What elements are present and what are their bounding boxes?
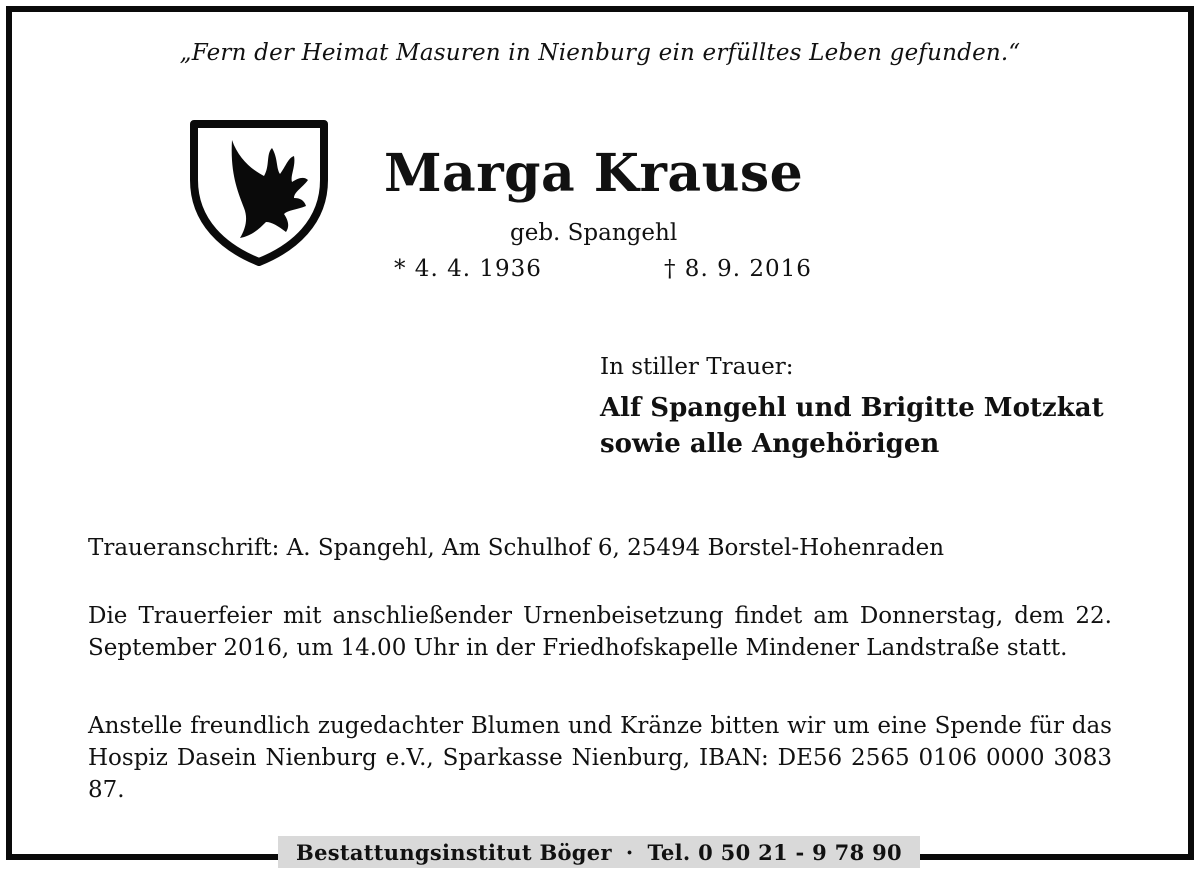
funeral-home-footer [278, 836, 920, 868]
death-date: † 8. 9. 2016 [664, 256, 812, 282]
funeral-home-phone: Tel. 0 50 21 - 9 78 90 [647, 839, 902, 865]
maiden-name: geb. Spangehl [510, 220, 678, 246]
elk-antler-shield-icon [190, 118, 328, 266]
mourning-intro: In stiller Trauer: [600, 354, 794, 380]
deceased-name: Marga Krause [384, 143, 804, 204]
ceremony-paragraph: Die Trauerfeier mit anschließender Urnenbeisetzung findet am Donnerstag, dem 22. September 2016, um 14.00 Uhr in der Friedhofskapelle Mindener Landstraße statt. [88, 603, 1112, 661]
footer-separator: · [625, 839, 634, 865]
funeral-home-name: Bestattungsinstitut Böger [296, 839, 612, 865]
mourners-line-1: Alf Spangehl und Brigitte Motzkat [600, 393, 1104, 423]
mourning-address: Traueranschrift: A. Spangehl, Am Schulhof 6, 25494 Borstel-Hohenraden [88, 535, 945, 561]
mourners-line-2: sowie alle Angehörigen [600, 429, 940, 459]
birth-date: * 4. 4. 1936 [394, 256, 542, 282]
memorial-quote: „Fern der Heimat Masuren in Nienburg ein erfülltes Leben gefunden.“ [179, 40, 1021, 66]
donation-paragraph: Anstelle freundlich zugedachter Blumen und Kränze bitten wir um eine Spende für das Hospiz Dasein Nienburg e.V., Sparkasse Nienburg, IBAN: DE56 2565 0106 0000 3083 87. [88, 713, 1112, 803]
mourners-block [600, 390, 1104, 462]
